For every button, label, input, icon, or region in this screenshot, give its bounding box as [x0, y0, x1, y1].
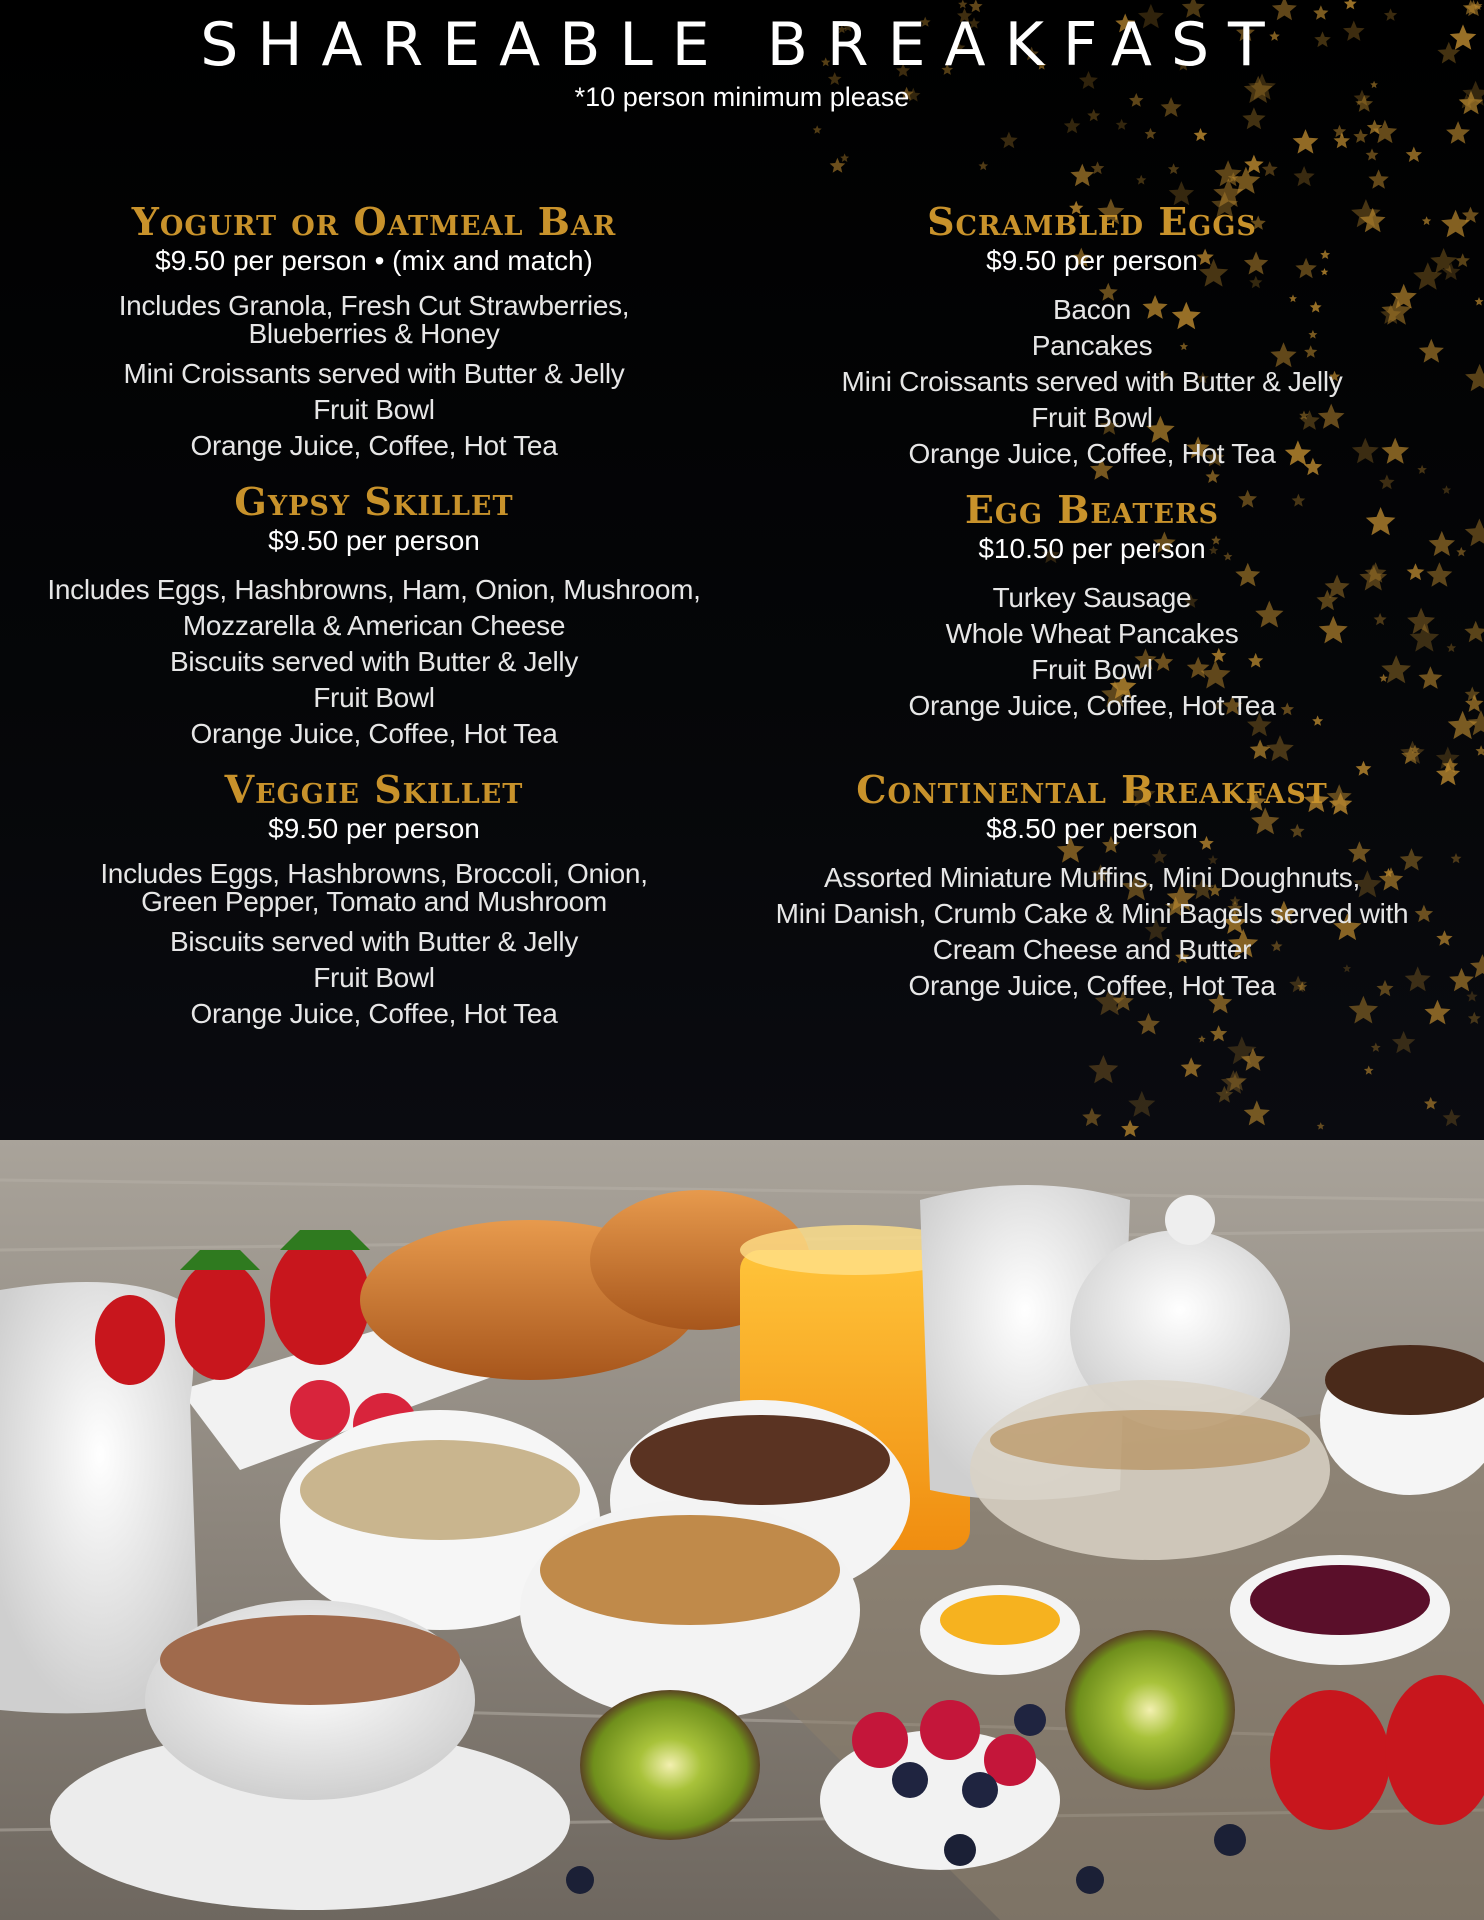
menu-item: Fruit Bowl [313, 394, 435, 425]
star-icon [1424, 1097, 1437, 1110]
star-icon [1070, 164, 1094, 187]
menu-item: Orange Juice, Coffee, Hot Tea [190, 718, 558, 749]
menu-item: Includes Eggs, Hashbrowns, Broccoli, Onion, Green Pepper, Tomato and Mushroom [100, 858, 648, 917]
star-icon [1064, 118, 1081, 134]
section-price: $8.50 per person [986, 813, 1198, 844]
star-icon [1116, 119, 1128, 130]
star-icon [1168, 163, 1180, 174]
star-icon [1293, 129, 1319, 154]
star-icon [979, 161, 989, 170]
star-icon [1136, 175, 1146, 185]
star-icon [1181, 1057, 1202, 1077]
menu-section-egg-beaters [732, 488, 1452, 724]
menu-item: Orange Juice, Coffee, Hot Tea [190, 430, 558, 461]
star-icon [1089, 1055, 1119, 1083]
star-icon [1294, 166, 1315, 186]
star-icon [1455, 253, 1470, 267]
menu-item: Orange Juice, Coffee, Hot Tea [908, 690, 1276, 721]
section-title: Scrambled Eggs [927, 199, 1257, 244]
menu-item: Turkey Sausage [992, 582, 1192, 613]
star-icon [1121, 1120, 1139, 1137]
star-icon [1000, 132, 1018, 149]
star-icon [1470, 954, 1484, 978]
item-list [732, 860, 1452, 1004]
menu-item: Fruit Bowl [313, 682, 435, 713]
menu-item: Biscuits served with Butter & Jelly [169, 646, 579, 677]
section-title: Yogurt or Oatmeal Bar [131, 199, 617, 244]
menu-item: Includes Eggs, Hashbrowns, Ham, Onion, Mushroom, [47, 574, 701, 605]
star-icon [1262, 161, 1278, 176]
star-icon [1137, 1013, 1160, 1035]
minimum-note: *10 person minimum please [574, 82, 910, 112]
menu-item: Pancakes [1031, 330, 1153, 361]
star-icon [1244, 1100, 1270, 1125]
star-icon [1082, 1108, 1101, 1127]
menu-item: Whole Wheat Pancakes [945, 618, 1239, 649]
star-icon [1456, 547, 1466, 557]
menu-section-gypsy-skillet [14, 480, 734, 752]
menu-item: Fruit Bowl [313, 962, 435, 993]
star-icon [1210, 1025, 1227, 1041]
menu-section-yogurt-oatmeal-bar [14, 200, 734, 464]
section-price: $10.50 per person [978, 533, 1206, 564]
menu-item: Bacon [1053, 294, 1131, 325]
menu-item: Fruit Bowl [1031, 402, 1153, 433]
item-list [14, 572, 734, 752]
section-title: Continental Breakfast [856, 767, 1328, 812]
item-list [732, 292, 1452, 472]
star-icon [1449, 968, 1474, 991]
menu-item: Mozzarella & American Cheese [182, 610, 566, 641]
section-title: Gypsy Skillet [234, 479, 514, 524]
breakfast-spread-photo [0, 1140, 1484, 1920]
menu-item: Mini Danish, Crumb Cake & Mini Bagels served with [775, 898, 1409, 929]
star-icon [1465, 519, 1484, 547]
star-icon [1194, 128, 1208, 141]
star-icon [1468, 1012, 1481, 1024]
item-list [732, 580, 1452, 724]
menu-item: Assorted Miniature Muffins, Mini Doughnuts, [824, 862, 1360, 893]
section-price: $9.50 per person [268, 525, 480, 556]
item-list [14, 860, 734, 1032]
star-icon [1333, 125, 1346, 138]
section-price: $9.50 per person • (mix and match) [155, 245, 593, 276]
menu-section-veggie-skillet [14, 768, 734, 1032]
star-icon [1198, 1035, 1206, 1042]
menu-column-left [14, 200, 734, 1032]
section-price: $9.50 per person [268, 813, 480, 844]
star-icon [1476, 745, 1484, 756]
menu-item: Cream Cheese and Butter [932, 934, 1252, 965]
star-icon [1443, 1109, 1461, 1126]
star-icon [1465, 687, 1480, 702]
star-icon [813, 125, 822, 134]
star-icon [1464, 621, 1484, 642]
breakfast-photo-illustration [0, 1140, 1484, 1920]
star-icon [1353, 129, 1368, 143]
section-title: Veggie Skillet [224, 767, 524, 812]
menu-item: Includes Granola, Fresh Cut Strawberries, Blueberries & Honey [118, 290, 630, 349]
star-icon [1392, 1031, 1415, 1053]
menu-item: Orange Juice, Coffee, Hot Tea [190, 998, 558, 1029]
star-icon [1446, 121, 1470, 144]
star-icon [1371, 1043, 1381, 1052]
star-icon [1344, 0, 1357, 9]
item-list [14, 292, 734, 464]
star-icon [1465, 364, 1484, 391]
menu-item: Mini Croissants served with Butter & Jelly [841, 366, 1343, 397]
star-icon [958, 0, 967, 8]
star-icon [1364, 1066, 1374, 1075]
menu-item: Orange Juice, Coffee, Hot Tea [908, 438, 1276, 469]
star-icon [1317, 1122, 1325, 1130]
section-price: $9.50 per person [986, 245, 1198, 276]
menu-section-continental-breakfast [732, 768, 1452, 1004]
star-icon [1145, 128, 1157, 139]
star-icon [1368, 169, 1388, 188]
menu-column-right [732, 200, 1452, 1004]
star-icon [1128, 1091, 1155, 1117]
menu-section-scrambled-eggs [732, 200, 1452, 472]
star-icon [1406, 147, 1422, 163]
star-icon [1451, 853, 1462, 863]
star-icon [1465, 694, 1484, 712]
star-icon [1475, 297, 1484, 306]
menu-item: Fruit Bowl [1031, 654, 1153, 685]
star-icon [1366, 148, 1379, 160]
star-icon [840, 153, 849, 162]
menu-item: Orange Juice, Coffee, Hot Tea [908, 970, 1276, 1001]
menu-item: Mini Croissants served with Butter & Jelly [123, 358, 625, 389]
menu-item: Biscuits served with Butter & Jelly [169, 926, 579, 957]
star-icon [1466, 991, 1477, 1002]
page-title: SHAREABLE BREAKFAST [200, 10, 1284, 80]
section-title: Egg Beaters [964, 487, 1220, 532]
